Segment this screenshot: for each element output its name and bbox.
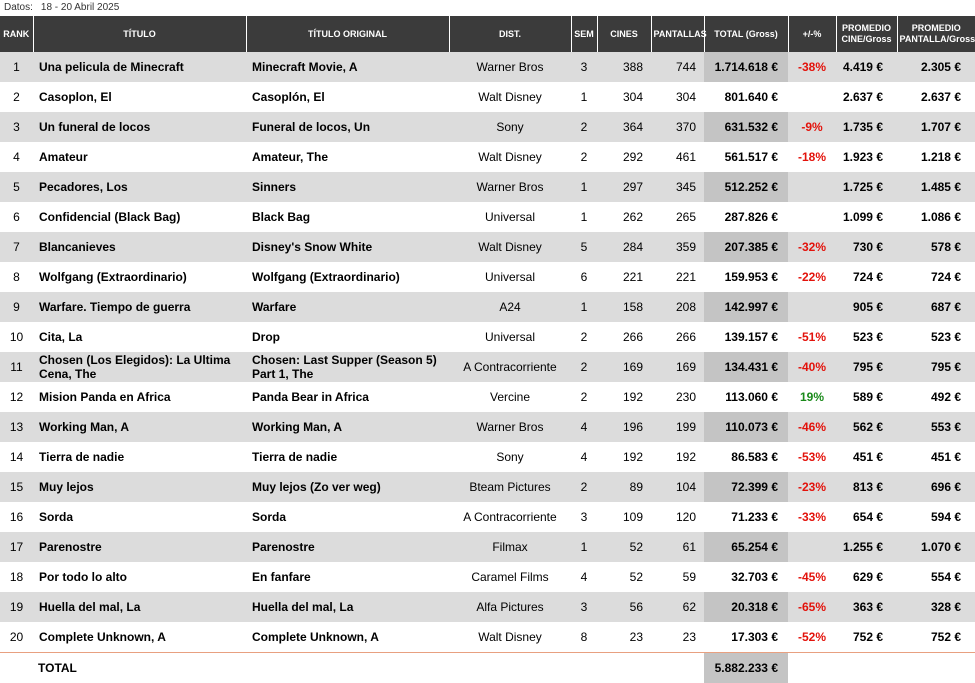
avg-screen-cell: 1.218 €	[897, 142, 975, 172]
screens-cell: 23	[651, 622, 704, 653]
title-cell: Por todo lo alto	[33, 562, 246, 592]
avg-screen-cell: 795 €	[897, 352, 975, 382]
distributor-cell: Warner Bros	[449, 52, 571, 82]
avg-screen-cell: 578 €	[897, 232, 975, 262]
table-row[interactable]	[0, 82, 975, 112]
original-title-cell: Huella del mal, La	[246, 592, 449, 622]
cinemas-cell: 364	[597, 112, 651, 142]
weeks-cell: 1	[571, 202, 597, 232]
screens-cell: 221	[651, 262, 704, 292]
original-title-cell: Drop	[246, 322, 449, 352]
col-titulo-original[interactable]: TÍTULO ORIGINAL	[246, 16, 449, 52]
table-row[interactable]	[0, 442, 975, 472]
distributor-cell: A Contracorriente	[449, 352, 571, 382]
original-title-cell: Black Bag	[246, 202, 449, 232]
title-cell: Sorda	[33, 502, 246, 532]
rank-cell: 4	[0, 142, 33, 172]
original-title-cell: Muy lejos (Zo ver weg)	[246, 472, 449, 502]
rank-cell: 15	[0, 472, 33, 502]
col-sem[interactable]: SEM	[571, 16, 597, 52]
screens-cell: 59	[651, 562, 704, 592]
change-cell	[788, 292, 836, 322]
original-title-cell: Disney's Snow White	[246, 232, 449, 262]
cinemas-cell: 388	[597, 52, 651, 82]
table-row[interactable]	[0, 172, 975, 202]
rank-cell: 6	[0, 202, 33, 232]
original-title-cell: Parenostre	[246, 532, 449, 562]
change-cell	[788, 172, 836, 202]
table-row[interactable]	[0, 622, 975, 653]
distributor-cell: Warner Bros	[449, 172, 571, 202]
rank-cell: 16	[0, 502, 33, 532]
rank-cell: 20	[0, 622, 33, 653]
change-cell: -52%	[788, 622, 836, 653]
cinemas-cell: 158	[597, 292, 651, 322]
box-office-table	[0, 16, 975, 683]
table-row[interactable]	[0, 562, 975, 592]
original-title-cell: Panda Bear in Africa	[246, 382, 449, 412]
weeks-cell: 1	[571, 532, 597, 562]
total-value: 5.882.233 €	[704, 653, 788, 683]
title-cell: Working Man, A	[33, 412, 246, 442]
cinemas-cell: 89	[597, 472, 651, 502]
distributor-cell: Bteam Pictures	[449, 472, 571, 502]
weeks-cell: 2	[571, 142, 597, 172]
rank-cell: 10	[0, 322, 33, 352]
rank-cell: 18	[0, 562, 33, 592]
change-cell: -46%	[788, 412, 836, 442]
table-header-row	[0, 16, 975, 52]
total-gross-cell: 71.233 €	[704, 502, 788, 532]
total-gross-cell: 20.318 €	[704, 592, 788, 622]
avg-screen-cell: 724 €	[897, 262, 975, 292]
title-cell: Casoplon, El	[33, 82, 246, 112]
table-row[interactable]	[0, 532, 975, 562]
change-cell: -38%	[788, 52, 836, 82]
distributor-cell: Alfa Pictures	[449, 592, 571, 622]
avg-cinema-cell: 629 €	[836, 562, 897, 592]
total-gross-cell: 17.303 €	[704, 622, 788, 653]
title-cell: Muy lejos	[33, 472, 246, 502]
screens-cell: 359	[651, 232, 704, 262]
distributor-cell: Sony	[449, 442, 571, 472]
avg-screen-cell: 1.485 €	[897, 172, 975, 202]
avg-cinema-cell: 752 €	[836, 622, 897, 653]
original-title-cell: Chosen: Last Supper (Season 5) Part 1, The	[246, 352, 449, 382]
title-cell: Warfare. Tiempo de guerra	[33, 292, 246, 322]
total-gross-cell: 287.826 €	[704, 202, 788, 232]
distributor-cell: A24	[449, 292, 571, 322]
weeks-cell: 4	[571, 442, 597, 472]
dates-caption	[4, 2, 119, 13]
col-promedio-cine[interactable]: PROMEDIO CINE/Gross	[836, 16, 897, 52]
original-title-cell: Warfare	[246, 292, 449, 322]
rank-cell: 9	[0, 292, 33, 322]
table-row[interactable]	[0, 262, 975, 292]
title-cell: Un funeral de locos	[33, 112, 246, 142]
title-cell: Complete Unknown, A	[33, 622, 246, 653]
cinemas-cell: 56	[597, 592, 651, 622]
cinemas-cell: 284	[597, 232, 651, 262]
screens-cell: 62	[651, 592, 704, 622]
title-cell: Blancanieves	[33, 232, 246, 262]
screens-cell: 230	[651, 382, 704, 412]
table-row[interactable]	[0, 382, 975, 412]
table-row[interactable]	[0, 112, 975, 142]
rank-cell: 7	[0, 232, 33, 262]
weeks-cell: 3	[571, 592, 597, 622]
weeks-cell: 6	[571, 262, 597, 292]
rank-cell: 14	[0, 442, 33, 472]
dates-value: 18 - 20 Abril 2025	[41, 2, 119, 13]
weeks-cell: 2	[571, 112, 597, 142]
screens-cell: 370	[651, 112, 704, 142]
cinemas-cell: 196	[597, 412, 651, 442]
cinemas-cell: 304	[597, 82, 651, 112]
table-row[interactable]	[0, 322, 975, 352]
avg-screen-cell: 696 €	[897, 472, 975, 502]
distributor-cell: Warner Bros	[449, 412, 571, 442]
change-cell: -23%	[788, 472, 836, 502]
cinemas-cell: 297	[597, 172, 651, 202]
col-dist[interactable]: DIST.	[449, 16, 571, 52]
avg-cinema-cell: 562 €	[836, 412, 897, 442]
total-gross-cell: 631.532 €	[704, 112, 788, 142]
screens-cell: 208	[651, 292, 704, 322]
weeks-cell: 1	[571, 172, 597, 202]
change-cell: -22%	[788, 262, 836, 292]
weeks-cell: 2	[571, 472, 597, 502]
weeks-cell: 8	[571, 622, 597, 653]
original-title-cell: Wolfgang (Extraordinario)	[246, 262, 449, 292]
distributor-cell: Caramel Films	[449, 562, 571, 592]
rank-cell: 12	[0, 382, 33, 412]
avg-screen-cell: 523 €	[897, 322, 975, 352]
change-cell: -32%	[788, 232, 836, 262]
avg-screen-cell: 1.086 €	[897, 202, 975, 232]
distributor-cell: Walt Disney	[449, 232, 571, 262]
screens-cell: 744	[651, 52, 704, 82]
weeks-cell: 1	[571, 82, 597, 112]
dates-label: Datos:	[4, 2, 33, 13]
total-gross-cell: 86.583 €	[704, 442, 788, 472]
weeks-cell: 2	[571, 382, 597, 412]
distributor-cell: Sony	[449, 112, 571, 142]
rank-cell: 17	[0, 532, 33, 562]
avg-cinema-cell: 1.099 €	[836, 202, 897, 232]
title-cell: Parenostre	[33, 532, 246, 562]
col-rank[interactable]: RANK	[0, 16, 33, 52]
col-total[interactable]: TOTAL (Gross)	[704, 16, 788, 52]
weeks-cell: 3	[571, 52, 597, 82]
cinemas-cell: 221	[597, 262, 651, 292]
weeks-cell: 1	[571, 292, 597, 322]
cinemas-cell: 109	[597, 502, 651, 532]
weeks-cell: 3	[571, 502, 597, 532]
total-row	[0, 653, 975, 683]
avg-screen-cell: 752 €	[897, 622, 975, 653]
cinemas-cell: 262	[597, 202, 651, 232]
table-row[interactable]	[0, 502, 975, 532]
change-cell: 19%	[788, 382, 836, 412]
col-var[interactable]: +/-%	[788, 16, 836, 52]
cinemas-cell: 169	[597, 352, 651, 382]
total-gross-cell: 110.073 €	[704, 412, 788, 442]
col-pantallas[interactable]: PANTALLAS	[651, 16, 704, 52]
total-gross-cell: 801.640 €	[704, 82, 788, 112]
distributor-cell: Vercine	[449, 382, 571, 412]
table-row[interactable]	[0, 142, 975, 172]
total-gross-cell: 65.254 €	[704, 532, 788, 562]
cinemas-cell: 52	[597, 562, 651, 592]
avg-cinema-cell: 654 €	[836, 502, 897, 532]
cinemas-cell: 292	[597, 142, 651, 172]
screens-cell: 104	[651, 472, 704, 502]
distributor-cell: Walt Disney	[449, 622, 571, 653]
total-gross-cell: 134.431 €	[704, 352, 788, 382]
weeks-cell: 2	[571, 322, 597, 352]
original-title-cell: Amateur, The	[246, 142, 449, 172]
avg-screen-cell: 2.305 €	[897, 52, 975, 82]
avg-screen-cell: 1.070 €	[897, 532, 975, 562]
screens-cell: 304	[651, 82, 704, 112]
change-cell: -40%	[788, 352, 836, 382]
avg-screen-cell: 554 €	[897, 562, 975, 592]
avg-screen-cell: 1.707 €	[897, 112, 975, 142]
avg-cinema-cell: 451 €	[836, 442, 897, 472]
table-row[interactable]	[0, 52, 975, 82]
title-cell: Confidencial (Black Bag)	[33, 202, 246, 232]
distributor-cell: Universal	[449, 322, 571, 352]
rank-cell: 3	[0, 112, 33, 142]
original-title-cell: Minecraft Movie, A	[246, 52, 449, 82]
avg-screen-cell: 687 €	[897, 292, 975, 322]
avg-screen-cell: 553 €	[897, 412, 975, 442]
cinemas-cell: 23	[597, 622, 651, 653]
col-titulo[interactable]: TÍTULO	[33, 16, 246, 52]
rank-cell: 2	[0, 82, 33, 112]
original-title-cell: Sinners	[246, 172, 449, 202]
title-cell: Huella del mal, La	[33, 592, 246, 622]
rank-cell: 13	[0, 412, 33, 442]
avg-cinema-cell: 1.735 €	[836, 112, 897, 142]
avg-screen-cell: 594 €	[897, 502, 975, 532]
screens-cell: 192	[651, 442, 704, 472]
weeks-cell: 2	[571, 352, 597, 382]
change-cell: -51%	[788, 322, 836, 352]
avg-cinema-cell: 1.255 €	[836, 532, 897, 562]
cinemas-cell: 192	[597, 382, 651, 412]
rank-cell: 8	[0, 262, 33, 292]
total-gross-cell: 113.060 €	[704, 382, 788, 412]
original-title-cell: Working Man, A	[246, 412, 449, 442]
avg-cinema-cell: 2.637 €	[836, 82, 897, 112]
avg-cinema-cell: 905 €	[836, 292, 897, 322]
screens-cell: 169	[651, 352, 704, 382]
total-gross-cell: 139.157 €	[704, 322, 788, 352]
screens-cell: 61	[651, 532, 704, 562]
change-cell: -45%	[788, 562, 836, 592]
cinemas-cell: 266	[597, 322, 651, 352]
rank-cell: 19	[0, 592, 33, 622]
title-cell: Chosen (Los Elegidos): La Ultima Cena, The	[33, 352, 246, 382]
rank-cell: 11	[0, 352, 33, 382]
rank-cell: 1	[0, 52, 33, 82]
avg-cinema-cell: 795 €	[836, 352, 897, 382]
screens-cell: 120	[651, 502, 704, 532]
avg-cinema-cell: 589 €	[836, 382, 897, 412]
screens-cell: 461	[651, 142, 704, 172]
avg-screen-cell: 492 €	[897, 382, 975, 412]
total-label: TOTAL	[0, 653, 704, 683]
table-row[interactable]	[0, 412, 975, 442]
total-gross-cell: 1.714.618 €	[704, 52, 788, 82]
table-row[interactable]	[0, 292, 975, 322]
col-cines[interactable]: CINES	[597, 16, 651, 52]
table-row[interactable]	[0, 472, 975, 502]
title-cell: Mision Panda en Africa	[33, 382, 246, 412]
title-cell: Pecadores, Los	[33, 172, 246, 202]
original-title-cell: Funeral de locos, Un	[246, 112, 449, 142]
total-gross-cell: 561.517 €	[704, 142, 788, 172]
original-title-cell: Casoplón, El	[246, 82, 449, 112]
table-row[interactable]	[0, 232, 975, 262]
avg-cinema-cell: 724 €	[836, 262, 897, 292]
change-cell	[788, 532, 836, 562]
total-gross-cell: 72.399 €	[704, 472, 788, 502]
screens-cell: 199	[651, 412, 704, 442]
table-row[interactable]	[0, 202, 975, 232]
distributor-cell: Walt Disney	[449, 142, 571, 172]
table-row[interactable]	[0, 592, 975, 622]
cinemas-cell: 192	[597, 442, 651, 472]
total-gross-cell: 512.252 €	[704, 172, 788, 202]
change-cell	[788, 202, 836, 232]
weeks-cell: 4	[571, 412, 597, 442]
change-cell	[788, 82, 836, 112]
original-title-cell: Tierra de nadie	[246, 442, 449, 472]
avg-cinema-cell: 813 €	[836, 472, 897, 502]
distributor-cell: Filmax	[449, 532, 571, 562]
avg-cinema-cell: 363 €	[836, 592, 897, 622]
change-cell: -9%	[788, 112, 836, 142]
title-cell: Tierra de nadie	[33, 442, 246, 472]
avg-cinema-cell: 730 €	[836, 232, 897, 262]
avg-cinema-cell: 523 €	[836, 322, 897, 352]
change-cell: -53%	[788, 442, 836, 472]
total-gross-cell: 159.953 €	[704, 262, 788, 292]
change-cell: -65%	[788, 592, 836, 622]
avg-cinema-cell: 1.923 €	[836, 142, 897, 172]
original-title-cell: Sorda	[246, 502, 449, 532]
total-gross-cell: 32.703 €	[704, 562, 788, 592]
rank-cell: 5	[0, 172, 33, 202]
distributor-cell: Universal	[449, 262, 571, 292]
original-title-cell: En fanfare	[246, 562, 449, 592]
total-gross-cell: 142.997 €	[704, 292, 788, 322]
avg-cinema-cell: 4.419 €	[836, 52, 897, 82]
weeks-cell: 5	[571, 232, 597, 262]
title-cell: Cita, La	[33, 322, 246, 352]
screens-cell: 266	[651, 322, 704, 352]
title-cell: Amateur	[33, 142, 246, 172]
screens-cell: 345	[651, 172, 704, 202]
original-title-cell: Complete Unknown, A	[246, 622, 449, 653]
title-cell: Una pelicula de Minecraft	[33, 52, 246, 82]
distributor-cell: A Contracorriente	[449, 502, 571, 532]
weeks-cell: 4	[571, 562, 597, 592]
change-cell: -33%	[788, 502, 836, 532]
avg-cinema-cell: 1.725 €	[836, 172, 897, 202]
avg-screen-cell: 451 €	[897, 442, 975, 472]
avg-screen-cell: 328 €	[897, 592, 975, 622]
screens-cell: 265	[651, 202, 704, 232]
table-row[interactable]	[0, 352, 975, 382]
col-promedio-pantalla[interactable]: PROMEDIO PANTALLA/Gross	[897, 16, 975, 52]
change-cell: -18%	[788, 142, 836, 172]
avg-screen-cell: 2.637 €	[897, 82, 975, 112]
distributor-cell: Universal	[449, 202, 571, 232]
title-cell: Wolfgang (Extraordinario)	[33, 262, 246, 292]
distributor-cell: Walt Disney	[449, 82, 571, 112]
total-gross-cell: 207.385 €	[704, 232, 788, 262]
cinemas-cell: 52	[597, 532, 651, 562]
